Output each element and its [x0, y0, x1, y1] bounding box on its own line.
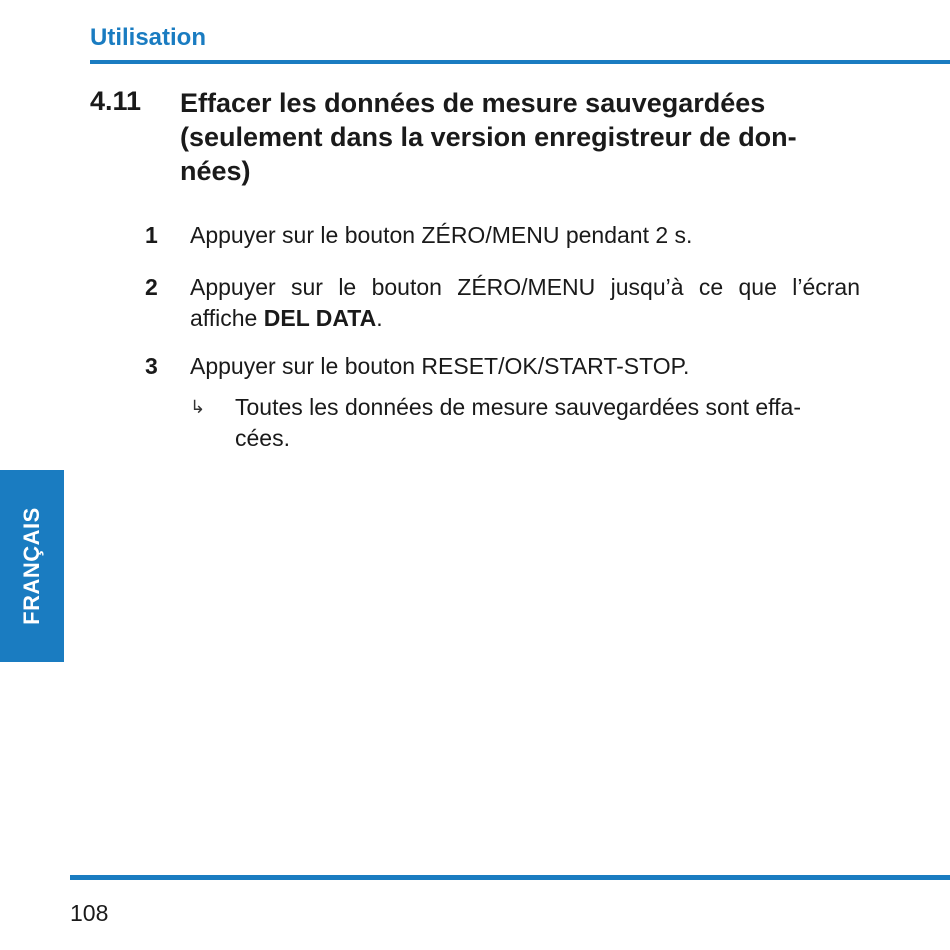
- step-text-bold: DEL DATA: [263, 305, 377, 331]
- page-number: 108: [70, 900, 109, 926]
- section-title-line-3: nées): [180, 156, 251, 186]
- result-text-line-1: Toutes les données de mesure sauvegardées sont effa-: [235, 394, 801, 420]
- step-text: [190, 272, 860, 334]
- language-tab: [0, 470, 64, 662]
- result-text-line-2: cées.: [235, 425, 290, 451]
- step-number: 2: [145, 274, 158, 300]
- language-tab-label: FRANÇAIS: [19, 507, 44, 625]
- step-number: 1: [145, 222, 158, 248]
- section-number: 4.11: [90, 86, 142, 116]
- step-text-before: Appuyer sur le bouton ZÉRO/MENU jusqu’à ce que l’écran affiche: [190, 274, 860, 331]
- footer-rule: [70, 875, 950, 880]
- step-text: Appuyer sur le bouton RESET/OK/START-STOP.: [190, 353, 690, 379]
- step-text-after: .: [376, 305, 383, 331]
- result-text: [235, 392, 860, 454]
- step-text: Appuyer sur le bouton ZÉRO/MENU pendant 2 s.: [190, 222, 693, 248]
- section-title-line-1: Effacer les données de mesure sauvegardées: [180, 88, 766, 118]
- section-title-line-2: (seulement dans la version enregistreur de don-: [180, 122, 797, 152]
- header-title: Utilisation: [90, 24, 207, 51]
- section-title: [180, 86, 860, 188]
- header-rule: [90, 60, 950, 64]
- result-arrow-icon: ↳: [190, 397, 206, 417]
- step-number: 3: [145, 353, 158, 379]
